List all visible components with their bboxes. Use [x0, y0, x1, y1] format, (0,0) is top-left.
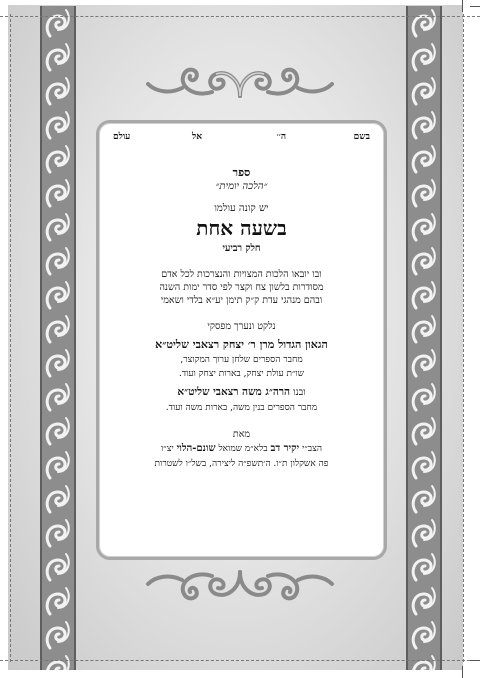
rabbi-works-line-2: שו״ת עולת יצחק, בארות יצחק ועוד. — [178, 369, 305, 379]
trim-guide-right — [463, 14, 464, 662]
author-line — [107, 443, 376, 454]
son-line — [107, 386, 376, 398]
book-title: בשעה אחת — [196, 216, 287, 240]
description-line: ובו יובאו הלכות המצויות והנצרכות לכל אדם — [161, 269, 322, 280]
description-line: ובהם מנהגי עדת ק״ק תימן יע״א בלדי ושאמי — [160, 295, 323, 306]
scroll-pattern-left — [42, 6, 74, 670]
author-mid: בלא״מ שמואל — [218, 444, 268, 454]
author-surname: שונם-הלוי — [176, 443, 216, 454]
crop-mark — [470, 660, 480, 661]
flourish-ornament-bottom — [140, 566, 340, 606]
crop-mark — [462, 666, 463, 678]
place-and-date: פה אשקלון ת״ו. ה׳תשפ״ה ליצירה, בשל״ו לשטרות — [154, 459, 329, 469]
collected-label: נלקט ונערך מפסקי — [207, 321, 276, 332]
scroll-pattern-right — [408, 6, 440, 670]
author-name: יקיר דב — [270, 443, 300, 454]
volume-part: חלק רביעי — [222, 243, 261, 254]
author-label: מאת — [232, 429, 251, 440]
rabbi-name: הגאון הגדול מרן ר׳ יצחק רצאבי שליט״א — [155, 338, 328, 351]
rabbi-works-line-1: מחבר הספרים שלחן ערוך המקוצר, — [180, 355, 303, 365]
author-suffix: יצ״ו — [160, 444, 174, 454]
description-line: מסודרות בלשון צח וקצר לפי סדר ימות השנה — [159, 282, 324, 293]
author-prefix: הצב״י — [302, 444, 323, 454]
flourish-ornament-top — [140, 62, 340, 102]
son-works: מחבר הספרים בנין משה, בארות משה ועוד. — [165, 403, 318, 413]
invocation-word-4: עולם — [113, 132, 131, 142]
sefer-label: ספר — [232, 166, 251, 179]
book-subtitle: יש קונה עולמו — [214, 203, 269, 214]
invocation-word-1: בשם — [353, 132, 370, 142]
crop-mark — [462, 0, 463, 12]
right-scroll-border — [406, 6, 442, 670]
title-panel — [96, 120, 387, 560]
left-scroll-border — [40, 6, 76, 670]
invocation-word-2: ה׳׳ — [276, 132, 286, 142]
invocation-row — [113, 131, 370, 145]
invocation-word-3: אל — [192, 132, 202, 142]
book-description — [107, 268, 376, 307]
series-name: ״הלכה יומית״ — [215, 181, 268, 192]
son-prefix: ובנו — [293, 387, 306, 398]
crop-mark — [470, 6, 480, 7]
son-name: הרה״ג משה רצאבי שליט״א — [177, 386, 291, 398]
